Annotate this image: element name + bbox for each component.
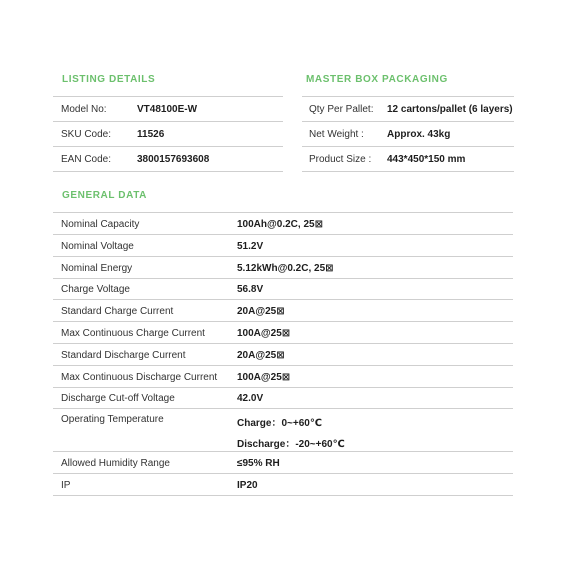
qty-value: 12 cartons/pallet (6 layers)	[387, 104, 513, 115]
discharge-cutoff-value: 42.0V	[237, 393, 264, 404]
general-data-title: GENERAL DATA	[62, 190, 147, 201]
general-row-nominal-capacity	[53, 212, 513, 235]
general-row-operating-temperature	[53, 408, 513, 450]
ip-value: IP20	[237, 479, 258, 491]
charge-voltage-value: 56.8V	[237, 284, 264, 295]
ip-label: IP	[61, 479, 71, 491]
listing-row-model	[53, 96, 283, 122]
model-label: Model No:	[61, 104, 107, 115]
size-value: 443*450*150 mm	[387, 154, 466, 165]
general-bottom-line	[53, 495, 513, 496]
general-row-standard-charge-current	[53, 299, 513, 322]
standard-discharge-current-value: 20A@25⊠	[237, 349, 285, 361]
general-row-max-discharge-current	[53, 365, 513, 388]
standard-discharge-current-label: Standard Discharge Current	[61, 349, 186, 361]
general-row-charge-voltage	[53, 278, 513, 300]
general-row-standard-discharge-current	[53, 343, 513, 366]
ean-label: EAN Code:	[61, 154, 112, 165]
listing-row-sku	[53, 121, 283, 147]
nominal-voltage-label: Nominal Voltage	[61, 240, 134, 252]
max-charge-current-label: Max Continuous Charge Current	[61, 327, 205, 339]
operating-temperature-discharge: Discharge：-20~+60℃	[237, 439, 345, 450]
qty-label: Qty Per Pallet:	[309, 104, 374, 115]
general-row-humidity	[53, 451, 513, 474]
standard-charge-current-value: 20A@25⊠	[237, 305, 285, 317]
listing-details-title: LISTING DETAILS	[62, 74, 156, 85]
general-row-max-charge-current	[53, 321, 513, 344]
general-row-nominal-energy	[53, 256, 513, 279]
humidity-value: ≤95% RH	[237, 457, 280, 469]
sku-value: 11526	[137, 129, 165, 140]
max-discharge-current-value: 100A@25⊠	[237, 371, 291, 383]
weight-label: Net Weight :	[309, 129, 364, 140]
packaging-bottom-line	[302, 171, 514, 172]
charge-voltage-label: Charge Voltage	[61, 284, 130, 295]
nominal-capacity-value: 100Ah@0.2C, 25⊠	[237, 218, 323, 230]
general-row-nominal-voltage	[53, 234, 513, 257]
nominal-energy-label: Nominal Energy	[61, 262, 133, 274]
operating-temperature-values	[237, 414, 345, 450]
packaging-row-weight	[302, 121, 514, 147]
operating-temperature-charge: Charge：0~+60℃	[237, 418, 322, 429]
standard-charge-current-label: Standard Charge Current	[61, 305, 174, 317]
operating-temperature-label: Operating Temperature	[61, 414, 164, 425]
general-row-discharge-cutoff	[53, 387, 513, 409]
listing-row-ean	[53, 146, 283, 172]
nominal-energy-value: 5.12kWh@0.2C, 25⊠	[237, 262, 334, 274]
general-row-ip	[53, 473, 513, 496]
model-value: VT48100E-W	[137, 104, 198, 115]
max-charge-current-value: 100A@25⊠	[237, 327, 291, 339]
listing-bottom-line	[53, 171, 283, 172]
sku-label: SKU Code:	[61, 129, 112, 140]
max-discharge-current-label: Max Continuous Discharge Current	[61, 371, 218, 383]
packaging-title: MASTER BOX PACKAGING	[306, 74, 448, 85]
packaging-row-qty	[302, 96, 514, 122]
weight-value: Approx. 43kg	[387, 129, 451, 140]
ean-value: 3800157693608	[137, 154, 210, 165]
humidity-label: Allowed Humidity Range	[61, 457, 170, 469]
nominal-capacity-label: Nominal Capacity	[61, 218, 140, 230]
discharge-cutoff-label: Discharge Cut-off Voltage	[61, 393, 175, 404]
packaging-row-size	[302, 146, 514, 172]
nominal-voltage-value: 51.2V	[237, 240, 264, 252]
size-label: Product Size :	[309, 154, 372, 165]
